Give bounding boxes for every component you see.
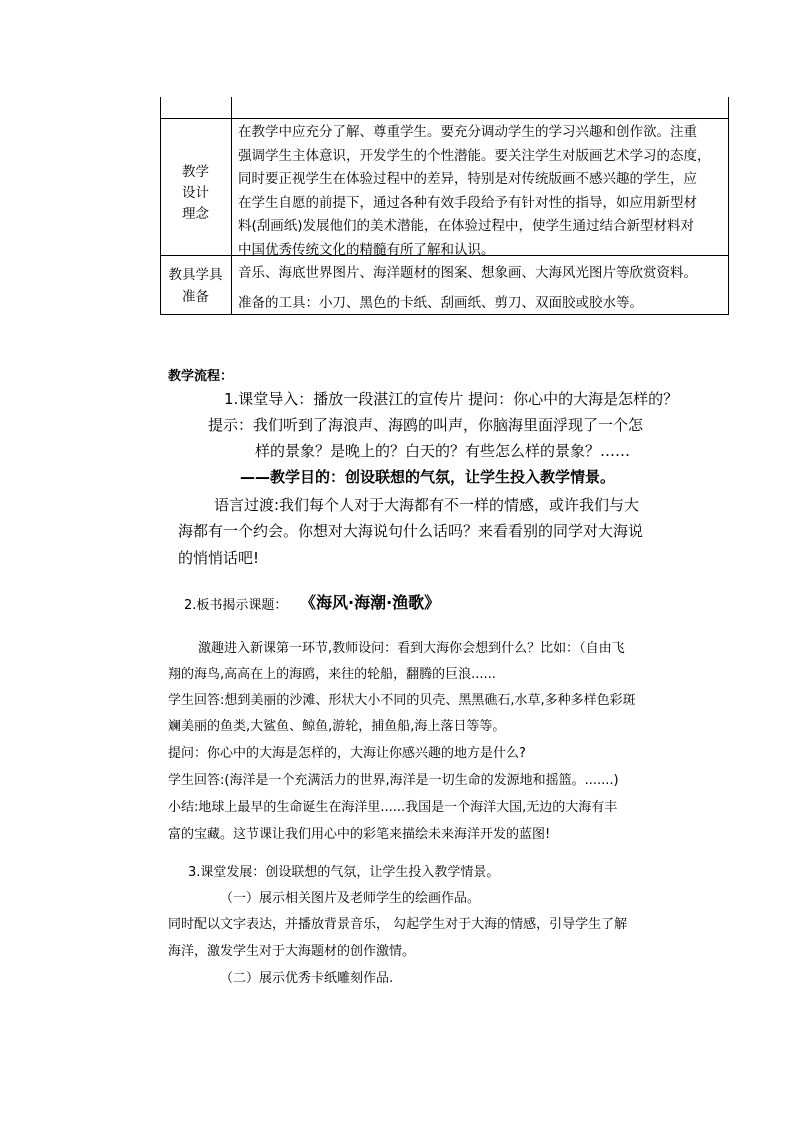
lesson-info-table <box>160 97 729 315</box>
cell-line: 强调学生主体意识，开发学生的个性潜能。要关注学生对版画艺术学习的态度， <box>238 147 711 164</box>
s2-paragraph-line: 学生回答:想到美丽的沙滩、形状大小不同的贝壳、黑黑礁石,水草,多种多样色彩斑 <box>168 693 636 708</box>
s1-transition-line3: 的悄悄话吧! <box>178 549 260 567</box>
flow-heading: 教学流程： <box>168 369 234 384</box>
table-row-header-design-concept <box>160 162 231 225</box>
s2-label: 2.板书揭示课题： <box>184 598 288 613</box>
table-cell-teaching-aids <box>238 258 697 318</box>
s1-line2: 提示：我们听到了海浪声、海鸥的叫声，你脑海里面浮现了一个怎 <box>208 416 644 434</box>
s1-transition-line2: 海都有一个约会。你想对大海说句什么话吗？来看看别的同学对大海说 <box>178 522 644 540</box>
table-border-right <box>728 97 729 315</box>
s3-subheading-1: （一）展示相关图片及老师学生的绘画作品。 <box>220 891 481 906</box>
cell-line: 同时要正视学生在体验过程中的差异，特别是对传统版画不感兴趣的学生，应 <box>238 171 697 187</box>
s3-paragraph-line: 同时配以文字表达，并播放背景音乐， 勾起学生对于大海的情感，引导学生了解 <box>168 917 628 932</box>
s2-paragraph-line: 激趣进入新课第一环节,教师设问：看到大海你会想到什么？比如：（自由飞 <box>198 641 625 656</box>
cell-line: 准备的工具：小刀、黑色的卡纸、刮画纸、剪刀、双面胶或胶水等。 <box>238 295 643 311</box>
cell-line: 在教学中应充分了解、尊重学生。要充分调动学生的学习兴趣和创作欲。注重 <box>238 124 697 140</box>
header-line: 教学 <box>182 164 209 180</box>
lesson-title: 《海风·海潮·渔歌》 <box>300 593 441 612</box>
s1-goal: ——教学目的：创设联想的气氛，让学生投入教学情景。 <box>240 468 616 486</box>
s3-line1: 3.课堂发展：创设联想的气氛，让学生投入教学情景。 <box>188 865 500 880</box>
table-row-divider <box>160 118 729 119</box>
s3-subheading-2: （二）展示优秀卡纸雕刻作品. <box>220 971 394 986</box>
table-cell-design-concept <box>238 121 711 262</box>
s2-paragraph-line: 小结:地球上最早的生命诞生在海洋里......我国是一个海洋大国,无边的大海有丰 <box>168 800 618 815</box>
s2-paragraph-line: 学生回答:(海洋是一个充满活力的世界,海洋是一切生命的发源地和摇篮。.......) <box>168 773 619 788</box>
header-line: 设计 <box>182 185 209 201</box>
table-column-divider <box>231 97 232 315</box>
header-line: 准备 <box>182 289 209 305</box>
s2-paragraph-line: 富的宝藏。这节课让我们用心中的彩笔来描绘未来海洋开发的蓝图! <box>168 827 551 842</box>
s2-paragraph-line: 提问：你心中的大海是怎样的，大海让你感兴趣的地方是什么? <box>168 746 526 761</box>
cell-line: 音乐、海底世界图片、海洋题材的图案、想象画、大海风光图片等欣赏资料。 <box>238 265 697 281</box>
s1-line3: 样的景象？是晚上的？白天的？有些怎么样的景象？…… <box>255 442 631 460</box>
cell-line: 料(刮画纸)发展他们的美术潜能，在体验过程中，使学生通过结合新型材料对 <box>238 218 695 234</box>
s2-paragraph-line: 翔的海鸟,高高在上的海鸥，来往的轮船，翻腾的巨浪...... <box>168 667 496 682</box>
header-line: 理念 <box>182 206 209 222</box>
cell-line: 中国优秀传统文化的精髓有所了解和认识。 <box>238 241 495 258</box>
table-row-header-teaching-aids <box>160 264 231 308</box>
cell-line: 在学生自愿的前提下，通过各种有效手段给予有针对性的指导，如应用新型材 <box>238 194 697 211</box>
header-line: 教具学具 <box>168 267 223 283</box>
s1-line1: 1.课堂导入：播放一段湛江的宣传片 提问：你心中的大海是怎样的？ <box>224 390 679 408</box>
s2-paragraph-line: 斓美丽的鱼类,大鲨鱼、鲸鱼,游轮，捕鱼船,海上落日等等。 <box>168 719 506 734</box>
s3-paragraph-line: 海洋，激发学生对于大海题材的创作激情。 <box>168 944 416 959</box>
s1-transition-line1: 语言过渡:我们每个人对于大海都有不一样的情感，或许我们与大 <box>214 496 640 514</box>
